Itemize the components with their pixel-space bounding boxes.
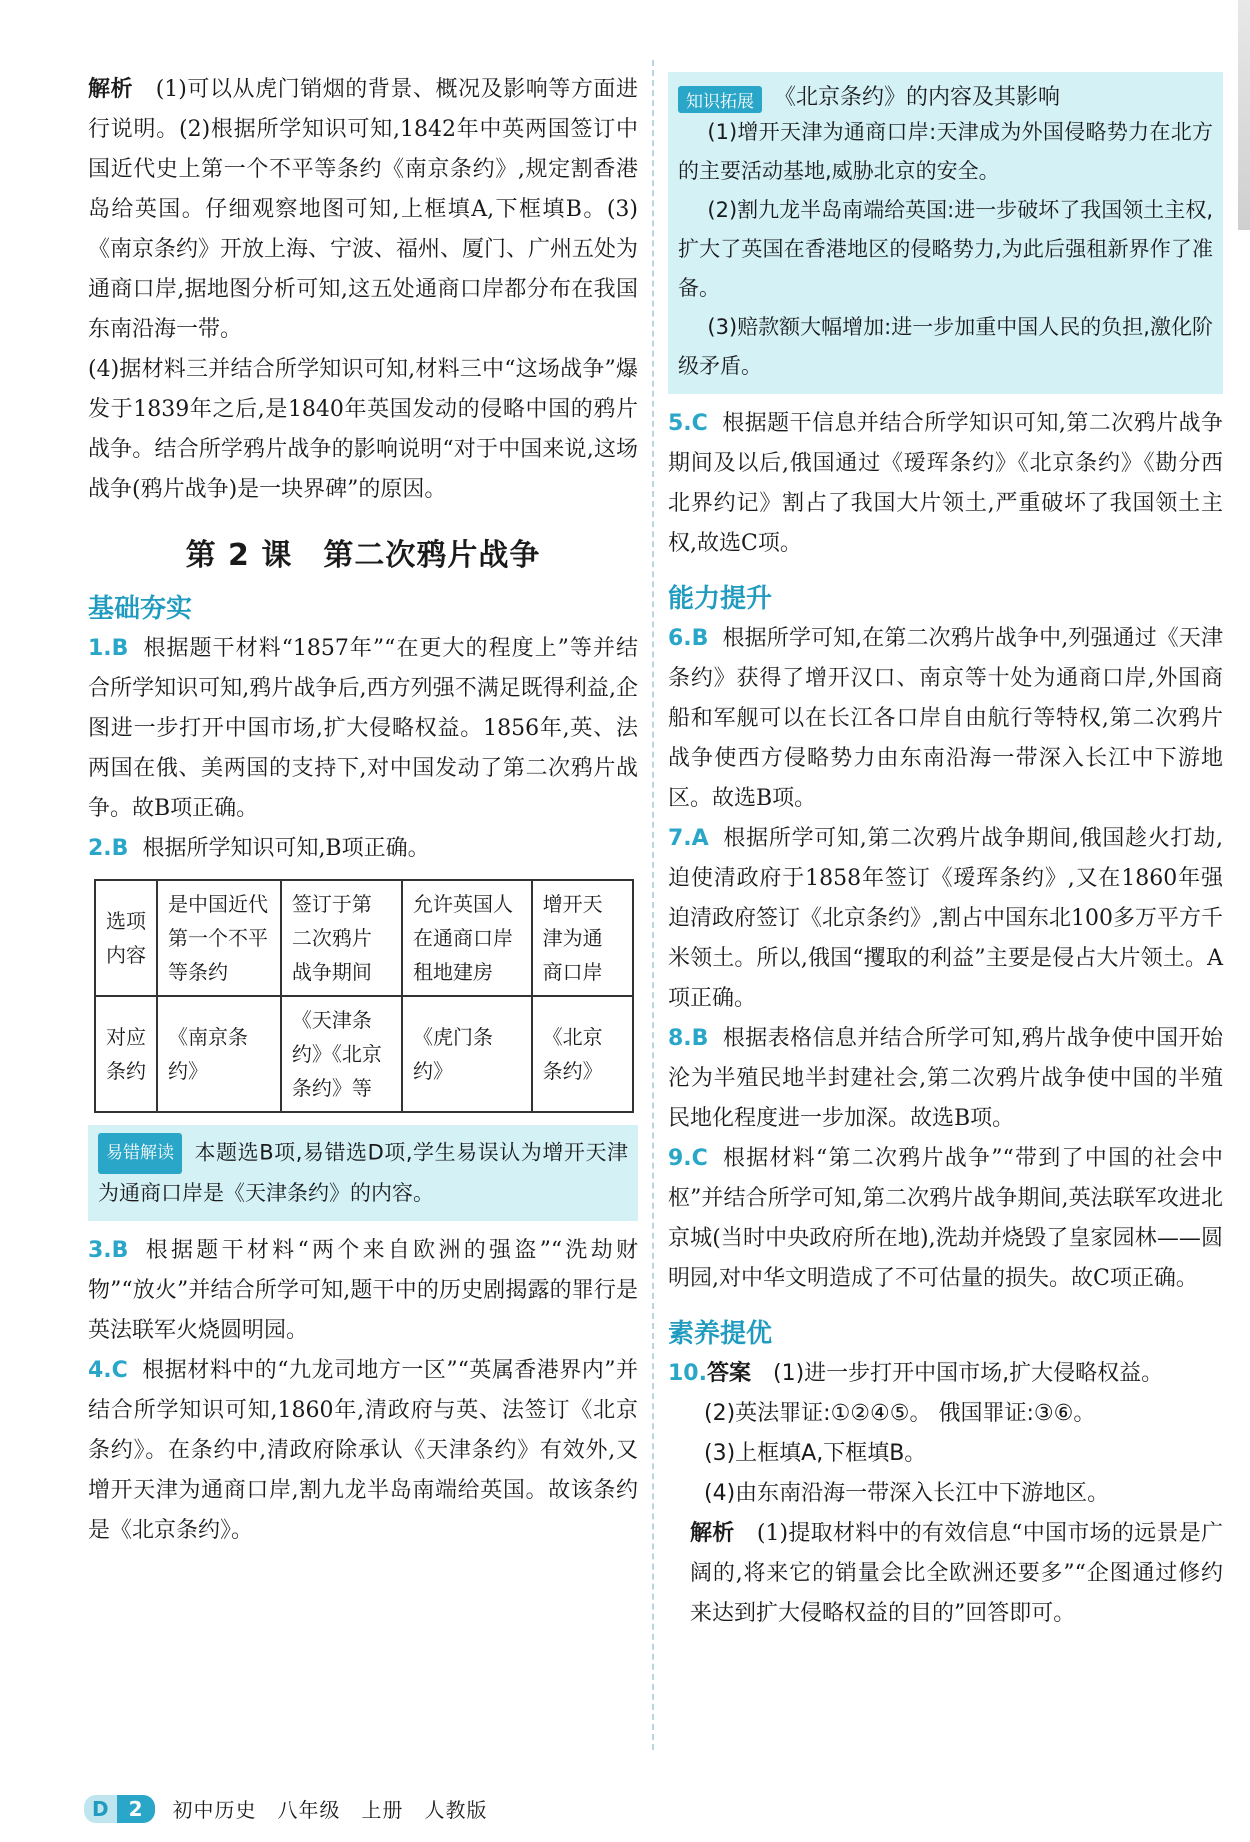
- table-cell: 《北京条约》: [532, 996, 633, 1112]
- knowledge-extension-tag: 知识拓展: [678, 86, 762, 113]
- answer-7: [668, 819, 1223, 1019]
- answer-8: [668, 1019, 1223, 1139]
- analysis-text: (1)提取材料中的有效信息“中国市场的远景是广阔的,将来它的销量会比全欧洲还要多”“企图通过修约来达到扩大侵略权益的目的”回答即可。: [690, 1521, 1223, 1626]
- table-row: [95, 996, 633, 1112]
- table-cell: 签订于第二次鸦片战争期间: [281, 880, 402, 996]
- footer-book-info: 初中历史 八年级 上册 人教版: [172, 1798, 488, 1822]
- analysis-label: 解析: [88, 77, 134, 102]
- page-footer: [84, 1794, 488, 1823]
- answer-text: 根据所学可知,在第二次鸦片战争中,列强通过《天津条约》获得了增开汉口、南京等十处为通商口岸,外国商船和军舰可以在长江各口岸自由航行等特权,第二次鸦片战争使西方侵略势力由东南沿海一带深入长江中下游地区。故选B项。: [668, 626, 1223, 811]
- answer-number: 2.B: [88, 836, 129, 861]
- knowledge-extension-box: [668, 72, 1223, 394]
- answer-number: 6.B: [668, 626, 709, 651]
- table-cell: 允许英国人在通商口岸租地建房: [402, 880, 532, 996]
- answer-number: 10.: [668, 1361, 707, 1386]
- table-cell: 增开天津为通商口岸: [532, 880, 633, 996]
- answer-text: 根据所学可知,第二次鸦片战争期间,俄国趁火打劫,迫使清政府于1858年签订《瑷珲条约》,又在1860年强迫清政府签订《北京条约》,割占中国东北100多万平方千米领土。所以,俄国“攫取的利益”主要是侵占大片领土。A项正确。: [668, 826, 1223, 1011]
- page-number: 2: [117, 1795, 155, 1823]
- table-row: [95, 880, 633, 996]
- answer-number: 1.B: [88, 636, 129, 661]
- answer-6: [668, 619, 1223, 819]
- section-basic: 基础夯实: [88, 594, 193, 624]
- section-ability: 能力提升: [668, 584, 773, 614]
- table-cell: 《天津条约》《北京条约》等: [281, 996, 402, 1112]
- ext-p2: (2)割九龙半岛南端给英国:进一步破坏了我国领土主权,扩大了英国在香港地区的侵略势力,为此后强租新界作了准备。: [678, 198, 1213, 300]
- prev-analysis: [88, 70, 638, 350]
- answer-number: 3.B: [88, 1238, 129, 1263]
- answer-text: 根据题干材料“1857年”“在更大的程度上”等并结合所学知识可知,鸦片战争后,西方列强不满足既得利益,企图进一步打开中国市场,扩大侵略权益。1856年,英、法两国在俄、美两国的支持下,对中国发动了第二次鸦片战争。故B项正确。: [88, 636, 638, 821]
- error-note-tag: 易错解读: [98, 1133, 182, 1174]
- answer-2: [88, 829, 638, 869]
- answer-10-1: (1)进一步打开中国市场,扩大侵略权益。: [773, 1361, 1164, 1386]
- answer-5: [668, 404, 1223, 564]
- table-cell: 《南京条约》: [157, 996, 281, 1112]
- answer-3: [88, 1231, 638, 1351]
- answer-text: 根据材料中的“九龙司地方一区”“英属香港界内”并结合所学知识可知,1860年,清政府与英、法签订《北京条约》。在条约中,清政府除承认《天津条约》有效外,又增开天津为通商口岸,割九龙半岛南端给英国。故该条约是《北京条约》。: [88, 1358, 638, 1543]
- prev-analysis-4: (4)据材料三并结合所学知识可知,材料三中“这场战争”爆发于1839年之后,是1840年英国发动的侵略中国的鸦片战争。结合所学鸦片战争的影响说明“对于中国来说,这场战争(鸦片战争)是一块界碑”的原因。: [88, 357, 638, 502]
- answer-9: [668, 1139, 1223, 1299]
- answer-number: 8.B: [668, 1026, 709, 1051]
- answer-10-analysis: [668, 1514, 1223, 1634]
- answer-number: 4.C: [88, 1358, 128, 1383]
- footer-badge-letter: D: [84, 1795, 117, 1823]
- answer-text: 根据题干材料“两个来自欧洲的强盗”“洗劫财物”“放火”并结合所学可知,题干中的历史剧揭露的罪行是英法联军火烧圆明园。: [88, 1238, 638, 1343]
- options-table: [94, 879, 634, 1113]
- error-note-text: 本题选B项,易错选D项,学生易误认为增开天津为通商口岸是《天津条约》的内容。: [98, 1140, 628, 1205]
- page-edge-shadow: [1238, 0, 1250, 230]
- answer-text: 根据所学知识可知,B项正确。: [142, 836, 430, 861]
- lesson-title: 第 2 课 第二次鸦片战争: [185, 538, 541, 573]
- analysis-label: 解析: [690, 1521, 735, 1546]
- answer-number: 9.C: [668, 1146, 708, 1171]
- answer-10-3: (3)上框填A,下框填B。: [704, 1441, 927, 1466]
- answer-10-2: (2)英法罪证:①②④⑤。 俄国罪证:③⑥。: [704, 1401, 1096, 1426]
- column-divider: [652, 60, 654, 1750]
- analysis-text: (1)可以从虎门销烟的背景、概况及影响等方面进行说明。(2)根据所学知识可知,1842年中英两国签订中国近代史上第一个不平等条约《南京条约》,规定割香港岛给英国。仔细观察地图可知,上框填A,下框填B。(3)《南京条约》开放上海、宁波、福州、厦门、广州五处为通商口岸,据地图分析可知,这五处通商口岸都分布在我国东南沿海一带。: [88, 77, 639, 342]
- answer-label: 答案: [706, 1361, 751, 1386]
- ext-header: [678, 80, 1213, 113]
- table-cell: 是中国近代第一个不平等条约: [157, 880, 281, 996]
- answer-4: [88, 1351, 638, 1551]
- section-literacy: 素养提优: [668, 1319, 773, 1349]
- error-note-text-wrap: [98, 1133, 628, 1213]
- ext-title: 《北京条约》的内容及其影响: [774, 85, 1061, 110]
- answer-number: 5.C: [668, 411, 708, 436]
- answer-text: 根据材料“第二次鸦片战争”“带到了中国的社会中枢”并结合所学可知,第二次鸦片战争期间,英法联军攻进北京城(当时中央政府所在地),洗劫并烧毁了皇家园林——圆明园,对中华文明造成了不可估量的损失。故C项正确。: [668, 1146, 1223, 1291]
- answer-1: [88, 629, 638, 829]
- table-head: 选项内容: [95, 880, 157, 996]
- ext-p1: (1)增开天津为通商口岸:天津成为外国侵略势力在北方的主要活动基地,威胁北京的安全。: [678, 120, 1213, 183]
- answer-text: 根据表格信息并结合所学可知,鸦片战争使中国开始沦为半殖民地半封建社会,第二次鸦片战争使中国的半殖民地化程度进一步加深。故选B项。: [668, 1026, 1223, 1131]
- ext-p3: (3)赔款额大幅增加:进一步加重中国人民的负担,激化阶级矛盾。: [678, 315, 1213, 378]
- right-column: [668, 66, 1223, 1634]
- answer-10-head: [668, 1354, 1223, 1394]
- answer-number: 7.A: [668, 826, 709, 851]
- table-head: 对应条约: [95, 996, 157, 1112]
- answer-text: 根据题干信息并结合所学知识可知,第二次鸦片战争期间及以后,俄国通过《瑷珲条约》《北京条约》《勘分西北界约记》割占了我国大片领土,严重破坏了我国领土主权,故选C项。: [668, 411, 1223, 556]
- table-cell: 《虎门条约》: [402, 996, 532, 1112]
- error-note-box: [88, 1125, 638, 1221]
- left-column: [88, 70, 638, 1551]
- answer-10-4: (4)由东南沿海一带深入长江中下游地区。: [704, 1481, 1110, 1506]
